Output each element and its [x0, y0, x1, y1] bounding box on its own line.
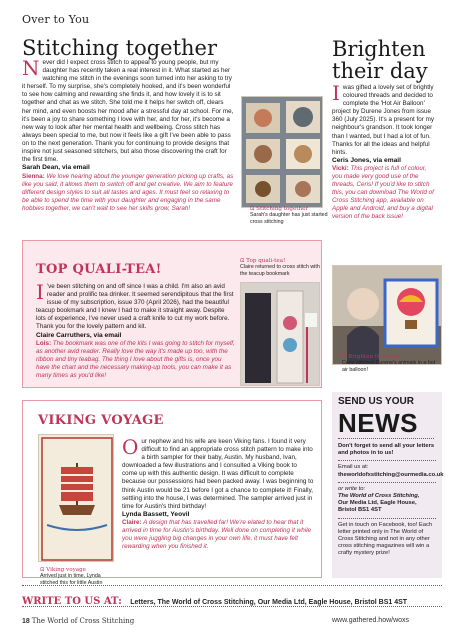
- letter4-reply: [122, 519, 314, 551]
- send-kicker: SEND US YOUR: [338, 396, 414, 407]
- send-email[interactable]: theworldofxstitching@ourmedia.co.uk: [338, 471, 444, 478]
- pin-icon: ⊡: [240, 258, 245, 264]
- letter2-reply-name: Vicki:: [332, 165, 349, 173]
- letter2-reply-text: This project is full of colour, you made very good use of the threads, Ceris! If you'd like to stitch this, you can download The World of Cross Stitching app, available on Apple and Android, and buy a digital version of the back issue!: [332, 165, 434, 221]
- letter2-caption-title: Brighten their day: [348, 354, 401, 360]
- letter2-body: [332, 81, 438, 221]
- footer-write-label: WRITE TO US AT:: [22, 596, 122, 607]
- send-address-title: The World of Cross Stitching,: [338, 493, 420, 500]
- footer-folio: [22, 617, 134, 625]
- magazine-name: The World of Cross Stitching: [31, 617, 135, 625]
- send-headline: NEWS: [338, 408, 418, 438]
- letter1-reply-name: Sienna:: [22, 172, 45, 180]
- send-address: Our Media Ltd, Eagle House, Bristol BS1 4ST: [338, 500, 417, 514]
- send-rule: [338, 438, 434, 439]
- letter3-text: 've been stitching on and off since I was a child. I'm also an avid reader and prolific tea drinker. It seemed serendipitous that the first issue of my subscription, issue 370 (April 2026), had the beautiful teacup bookmark and I knew I had to make it straight away. Despite lots of experience, I've never used a craft knife to cut my work before. Thank you for the lovely pattern and kit.: [36, 283, 234, 331]
- letter3-signature: Claire Carruthers, via email: [36, 331, 122, 339]
- send-rule-4: [338, 518, 436, 519]
- letter3-photo: [240, 282, 320, 386]
- letter1-photo: [241, 96, 323, 208]
- letter2-caption: [342, 354, 442, 373]
- letter4-caption-title: Viking voyage: [46, 567, 86, 573]
- balloon-stitch-image: [333, 266, 442, 365]
- letter3-caption-title: Top quali-tea!: [246, 258, 286, 264]
- section-label: Over to You: [22, 13, 90, 26]
- pin-icon: ⊡: [342, 354, 347, 360]
- letter1-title: Stitching together: [22, 36, 218, 60]
- page-number: 18: [22, 618, 30, 625]
- letter2-text: was gifted a lovely set of brightly coloured threads and decided to complete the 'Hot Air Balloon' project by Durene Jones from issue 360 (July 2025). It's a present for my neighbour's grandson. It took longer than I wanted, but I had a lot of fun. Thanks for all the ideas and helpful hints.: [332, 84, 434, 156]
- letter2-photo: [332, 265, 442, 365]
- send-write-label: or write to:: [338, 485, 366, 492]
- letter3-reply: [36, 340, 236, 380]
- letter1-text: ever did I expect cross stitch to appeal to young people, but my daughter has recently taken a real interest in it. What started as her watching me stitch in the evenings soon turned into her asking to try it herself. To my surprise, she's completely hooked, and it's been wonderful to see how calming and rewarding she finds it, and how lovely it is to sit together and chat as we stitch. She told me it helps her switch off, clears her mind, and even boosts her mood after a stressful day at school. For me, it's been a joy to share something I love with her, and for her, it's become a new way to look after her mental health and wellbeing. Cross stitch has always been special to me, but now it feels like a gift I've been able to pass on to the next generation. Thank you for continuing to provide designs that inspire not just seasoned stitchers, but also those discovering the craft for the first time.: [22, 59, 234, 164]
- footer-write-address: Letters, The World of Cross Stitching, Our Media Ltd, Eagle House, Bristol BS1 4ST: [130, 599, 408, 606]
- letter4-photo: [38, 434, 114, 562]
- letter2-caption-text: Ceris stitched Durene's animals in a hot air balloon!: [342, 360, 436, 373]
- send-rule-3: [338, 482, 436, 483]
- letter4-caption-text: Arrived just in time, Lynda stitched this for little Austin: [40, 573, 103, 586]
- letter1-reply-text: We love hearing about the younger generation picking up crafts, as like you said, it allows them to switch off and get creative. We aim to feature different design styles to suit all tastes and ages. It must feel so relaxing to be able to spend the time with your daughter and engaging in the same hobbies together, we can't wait to see her skills grow, Sarah!: [22, 172, 234, 212]
- letter2-title: Brighten their day: [332, 37, 428, 83]
- letter1-signature: Sarah Dean, via email: [22, 164, 90, 172]
- footer-url[interactable]: www.gathered.how/woxs: [332, 617, 410, 624]
- letter2-reply: [332, 165, 438, 221]
- letter1-body: [22, 56, 234, 213]
- send-lead: Don't forget to send all your letters and photos in to us!: [338, 443, 435, 457]
- letter2-dropcap: I: [332, 81, 340, 105]
- pin-icon: ⊡: [40, 567, 45, 573]
- letter4-title: VIKING VOYAGE: [38, 413, 164, 428]
- footer-rule-top: [22, 585, 442, 586]
- letter3-reply-text: The bookmark was one of the kits I was going to stitch for myself, as another avid reader. Really love the way it's made up too, with the ribbon and tiny teabag. The thing I love about the gifts is, once you have the chart and the necessary making-up tools, you can make it as many times as you'd like!: [36, 340, 235, 380]
- letter4-reply-text: A design that has travelled far! We're elated to hear that it arrived in time for Austin's birthday. Well done on completing it while you were juggling big changes in your own life, it must have felt rewarding when you finished it.: [122, 519, 312, 551]
- footer-rule-bottom: [22, 606, 442, 607]
- letter3-body: [36, 280, 236, 380]
- letter3-title: TOP QUALI-TEA!: [36, 262, 162, 277]
- send-email-label: Email us at:: [338, 464, 369, 471]
- teacup-bookmark-image: [241, 283, 320, 386]
- letter4-dropcap: O: [122, 435, 139, 459]
- letter4-caption: [40, 567, 118, 586]
- letter4-signature: Lynda Bassett, Yeovil: [122, 510, 190, 518]
- letter1-dropcap: N: [22, 56, 40, 80]
- viking-sampler-image: [39, 435, 114, 562]
- letter1-caption-text: Sarah's daughter has just started cross stitching: [250, 212, 328, 225]
- letter3-dropcap: I: [36, 280, 44, 304]
- letter4-body: [122, 435, 314, 551]
- letter3-reply-name: Lois:: [36, 340, 52, 348]
- letter1-caption-title: Stitching together: [256, 206, 309, 212]
- letter1-caption: [250, 206, 332, 225]
- stitched-animals-image: [242, 97, 323, 208]
- letter3-caption-text: Claire returned to cross stitch with the teacup bookmark: [240, 264, 320, 277]
- letter4-reply-name: Claire:: [122, 519, 142, 527]
- letter2-signature: Ceris Jones, via email: [332, 156, 401, 164]
- pin-icon: ⊡: [250, 206, 255, 212]
- letter4-text: ur nephew and his wife are keen Viking fans. I found it very difficult to find an appropriate cross stitch pattern to make into a birth sampler for their baby, Austin. My husband, Ivan, downloaded a few illustrations and I consulted a Viking book to come up with this authentic design. It was difficult to complete because our possessions had been packed away. I was beginning to think Austin would be 21 before I got a chance to complete it! Finally, settling into the house, I was determined. The sampler arrived just in time for Austin's third birthday!: [122, 438, 314, 510]
- send-rule-2: [338, 460, 436, 461]
- send-body: [338, 443, 444, 558]
- send-outro: Get in touch on Facebook, too! Each letter printed only in The World of Cross Stitching and not in any other cross stitching magazines will win a crafty mystery prize!: [338, 521, 433, 557]
- letter3-caption: [240, 258, 320, 277]
- letter1-reply: [22, 173, 234, 213]
